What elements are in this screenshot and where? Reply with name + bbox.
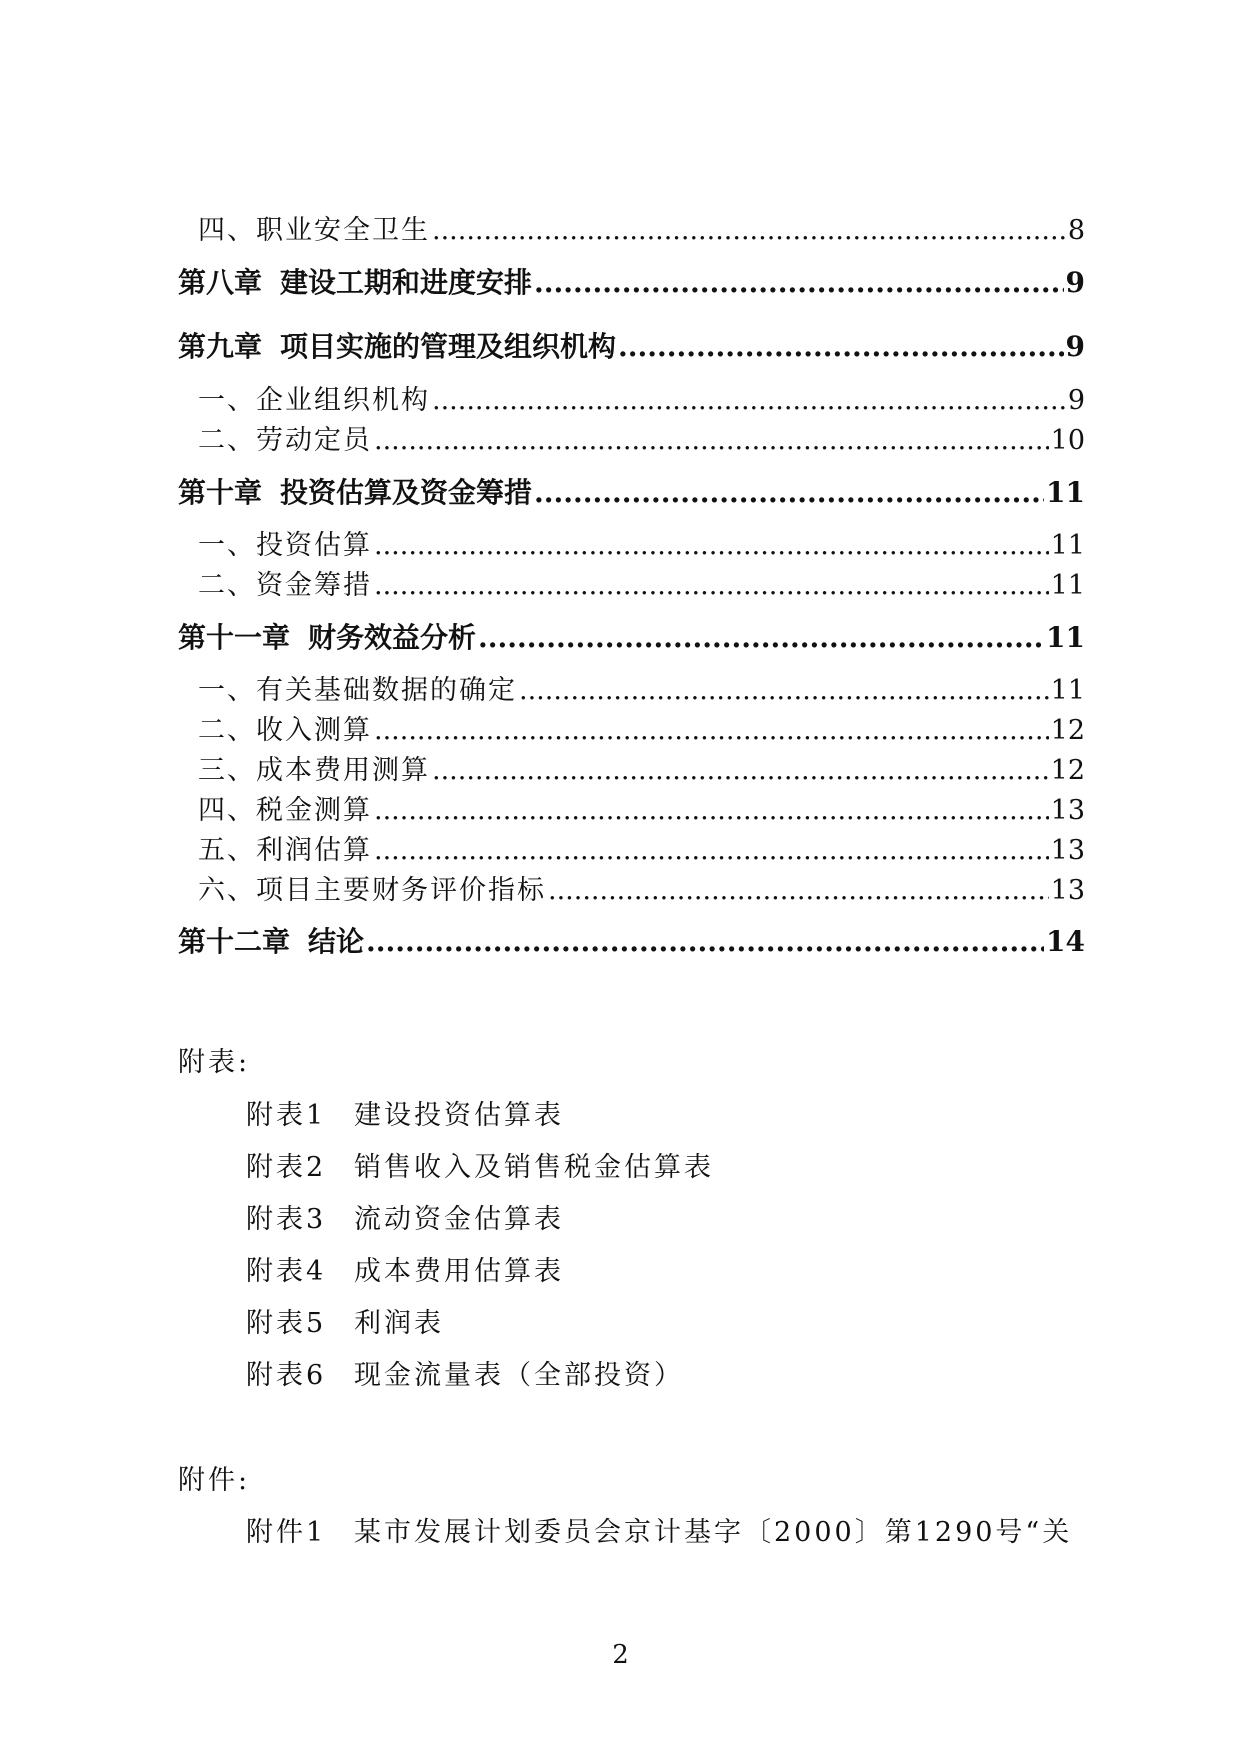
toc-leader-dots (432, 215, 1066, 246)
toc-entry-page: 11 (1050, 530, 1085, 561)
toc-leader-dots (374, 570, 1049, 601)
toc-chapter[interactable] (178, 920, 1085, 960)
appendix-table-item[interactable] (246, 1197, 564, 1236)
toc-entry[interactable] (178, 748, 1085, 787)
toc-chapter[interactable] (178, 471, 1085, 511)
toc-entry-label: 一、企业组织机构 (198, 385, 430, 416)
toc-chapter-title: 项目实施的管理及组织机构 (280, 330, 617, 363)
toc-entry[interactable] (178, 208, 1085, 247)
toc-entry-page: 10 (1050, 425, 1085, 456)
appendix-table-title: 流动资金估算表 (354, 1204, 564, 1235)
appendix-table-code: 附表5 (246, 1308, 327, 1339)
attachment-title: 某市发展计划委员会京计基字〔2000〕第1290号“关 (354, 1517, 1073, 1548)
toc-leader-dots (374, 715, 1049, 746)
toc-entry[interactable] (178, 788, 1085, 827)
toc-entry-page: 12 (1050, 715, 1085, 746)
toc-entry-page: 13 (1050, 835, 1085, 866)
toc-chapter-page: 9 (1065, 330, 1085, 363)
appendix-tables-heading: 附表: (178, 1047, 251, 1078)
appendix-table-title: 建设投资估算表 (354, 1100, 564, 1131)
toc-entry[interactable] (178, 523, 1085, 562)
appendix-table-item[interactable] (246, 1093, 564, 1132)
toc-chapter-page: 11 (1046, 476, 1085, 509)
toc-entry[interactable] (178, 828, 1085, 867)
toc-chapter-title: 投资估算及资金筹措 (280, 476, 533, 509)
toc-entry[interactable] (178, 868, 1085, 907)
toc-leader-dots (374, 425, 1049, 456)
toc-entry-label: 三、成本费用测算 (198, 755, 430, 786)
attachment-item[interactable] (246, 1510, 1072, 1549)
toc-entry-label: 四、税金测算 (198, 795, 372, 826)
appendix-table-title: 销售收入及销售税金估算表 (354, 1152, 714, 1183)
toc-chapter-number: 第九章 (178, 330, 263, 363)
attachments-heading: 附件: (178, 1465, 251, 1496)
appendix-table-title: 现金流量表（全部投资） (354, 1360, 684, 1391)
appendix-table-item[interactable] (246, 1301, 444, 1340)
toc-chapter[interactable] (178, 616, 1085, 656)
toc-chapter-number: 第八章 (178, 266, 263, 299)
toc-entry-label: 二、资金筹措 (198, 570, 372, 601)
toc-entry-page: 11 (1050, 675, 1085, 706)
toc-chapter-page: 14 (1046, 925, 1085, 958)
toc-leader-dots (366, 925, 1044, 958)
appendix-table-code: 附表1 (246, 1100, 327, 1131)
toc-chapter[interactable] (178, 325, 1085, 365)
appendix-table-code: 附表2 (246, 1152, 327, 1183)
toc-leader-dots (548, 875, 1049, 906)
toc-chapter-number: 第十二章 (178, 925, 291, 958)
toc-entry-label: 六、项目主要财务评价指标 (198, 875, 546, 906)
toc-entry-page: 12 (1050, 755, 1085, 786)
toc-entry[interactable] (178, 708, 1085, 747)
toc-entry-page: 9 (1067, 385, 1085, 416)
toc-entry-page: 11 (1050, 570, 1085, 601)
toc-chapter-title: 结论 (308, 925, 365, 958)
toc-leader-dots (534, 476, 1044, 509)
toc-entry-label: 一、投资估算 (198, 530, 372, 561)
toc-leader-dots (374, 530, 1049, 561)
appendix-table-code: 附表6 (246, 1360, 327, 1391)
toc-chapter-title: 建设工期和进度安排 (280, 266, 533, 299)
toc-entry[interactable] (178, 668, 1085, 707)
appendix-table-title: 成本费用估算表 (354, 1256, 564, 1287)
toc-chapter-title: 财务效益分析 (308, 621, 477, 654)
appendix-table-code: 附表4 (246, 1256, 327, 1287)
toc-chapter-number: 第十一章 (178, 621, 291, 654)
toc-leader-dots (534, 266, 1063, 299)
appendix-table-title: 利润表 (354, 1308, 444, 1339)
toc-chapter-page: 11 (1046, 621, 1085, 654)
toc-entry-page: 13 (1050, 875, 1085, 906)
toc-entry-label: 二、劳动定员 (198, 425, 372, 456)
toc-leader-dots (618, 330, 1063, 363)
toc-leader-dots (478, 621, 1044, 654)
toc-chapter[interactable] (178, 261, 1085, 301)
toc-entry-label: 二、收入测算 (198, 715, 372, 746)
appendix-table-code: 附表3 (246, 1204, 327, 1235)
toc-leader-dots (432, 755, 1049, 786)
toc-leader-dots (374, 835, 1049, 866)
toc-entry-label: 四、职业安全卫生 (198, 215, 430, 246)
toc-leader-dots (519, 675, 1049, 706)
toc-leader-dots (432, 385, 1066, 416)
toc-entry[interactable] (178, 563, 1085, 602)
toc-entry-page: 13 (1050, 795, 1085, 826)
toc-chapter-number: 第十章 (178, 476, 263, 509)
attachment-code: 附件1 (246, 1517, 327, 1548)
toc-leader-dots (374, 795, 1049, 826)
toc-entry-page: 8 (1067, 215, 1085, 246)
toc-chapter-page: 9 (1065, 266, 1085, 299)
page-number: 2 (612, 1640, 629, 1670)
toc-entry-label: 五、利润估算 (198, 835, 372, 866)
toc-entry[interactable] (178, 418, 1085, 457)
toc-entry-label: 一、有关基础数据的确定 (198, 675, 517, 706)
appendix-table-item[interactable] (246, 1145, 714, 1184)
toc-entry[interactable] (178, 378, 1085, 417)
appendix-table-item[interactable] (246, 1249, 564, 1288)
appendix-table-item[interactable] (246, 1353, 684, 1392)
